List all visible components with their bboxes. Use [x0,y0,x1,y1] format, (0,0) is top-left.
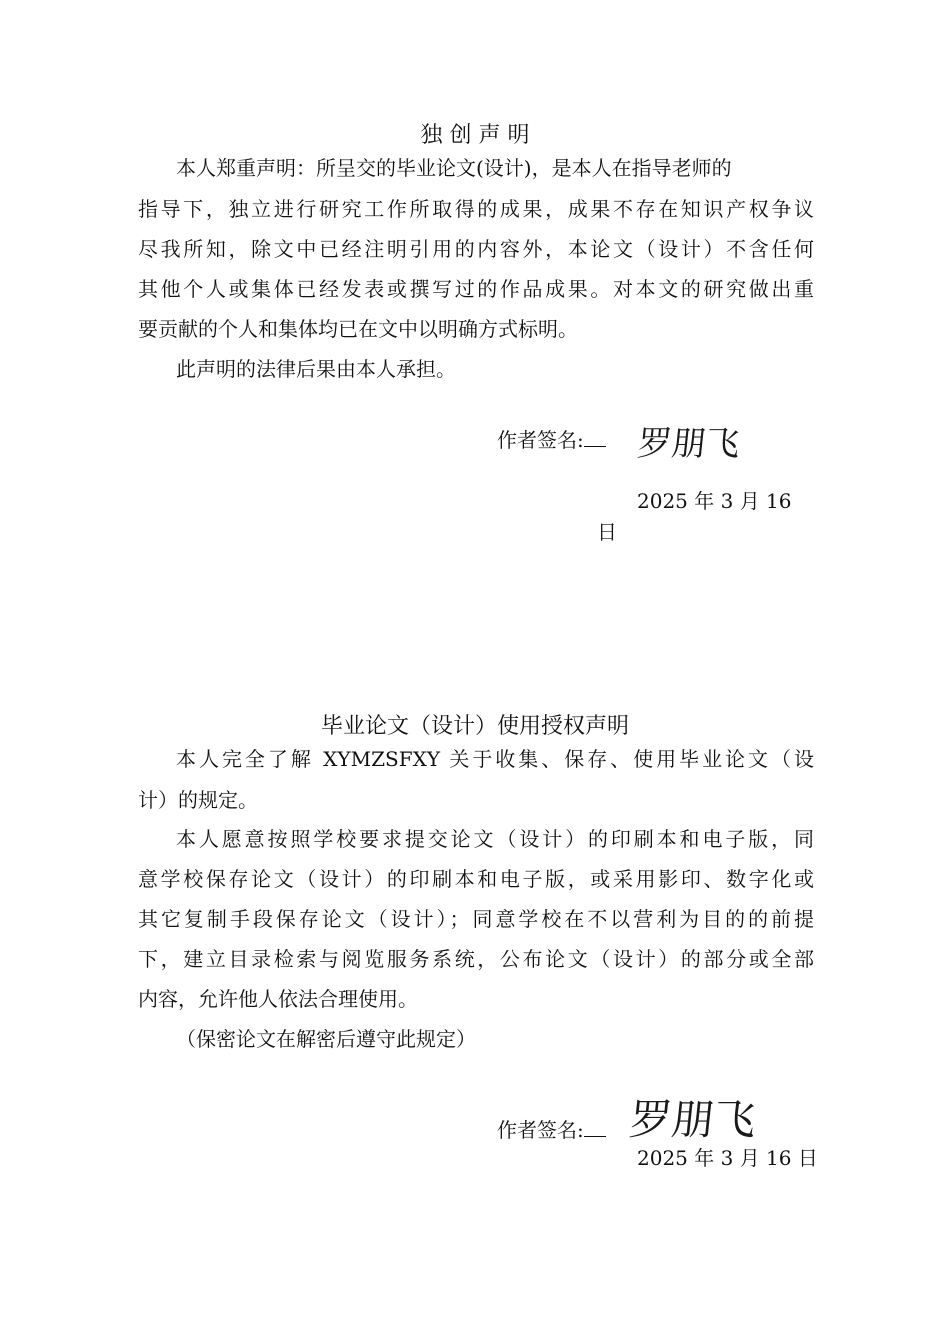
authorization-para1-line-1: 本人完全了解 XYMZSFXY 关于收集、保存、使用毕业论文（设 [176,747,814,771]
authorization-date: 2025 年 3 月 16 日 [637,1146,818,1170]
declaration-date-line2: 日 [597,520,617,544]
authorization-signature-underline [584,1118,606,1137]
authorization-para2-line-4: 下，建立目录检索与阅览服务系统，公布论文（设计）的部分或全部 [138,947,814,971]
authorization-para2-line-1: 本人愿意按照学校要求提交论文（设计）的印刷本和电子版，同 [176,827,814,851]
authorization-signature-row [497,1114,606,1143]
authorization-signature-label: 作者签名: [497,1118,584,1142]
declaration-signature: 罗朋飞 [635,424,742,464]
declaration-date-line1: 2025 年 3 月 16 [637,489,792,513]
declaration-line-1: 本人郑重声明：所呈交的毕业论文(设计)，是本人在指导老师的 [176,156,732,180]
authorization-signature: 罗朋飞 [627,1095,759,1144]
authorization-para2-line-5: 内容，允许他人依法合理使用。 [138,987,418,1011]
authorization-para1-line-2: 计）的规定。 [138,788,258,812]
declaration-title: 独 创 声 明 [420,123,530,148]
declaration-line-5: 要贡献的个人和集体均已在文中以明确方式标明。 [138,317,578,341]
authorization-title: 毕业论文（设计）使用授权声明 [320,714,629,739]
declaration-line-2: 指导下，独立进行研究工作所取得的成果，成果不存在知识产权争议 [138,197,814,221]
authorization-para2-line-3: 其它复制手段保存论文（设计）；同意学校在不以营利为目的的前提 [138,907,814,931]
declaration-signature-label: 作者签名: [497,428,584,452]
declaration-liability: 此声明的法律后果由本人承担。 [176,357,456,381]
declaration-line-3: 尽我所知，除文中已经注明引用的内容外，本论文（设计）不含任何 [138,237,814,261]
declaration-line-4: 其他个人或集体已经发表或撰写过的作品成果。对本文的研究做出重 [138,277,814,301]
declaration-signature-row [497,424,606,453]
declaration-signature-underline [584,428,606,447]
authorization-note: （保密论文在解密后遵守此规定） [176,1027,476,1051]
authorization-para2-line-2: 意学校保存论文（设计）的印刷本和电子版，或采用影印、数字化或 [138,867,814,891]
